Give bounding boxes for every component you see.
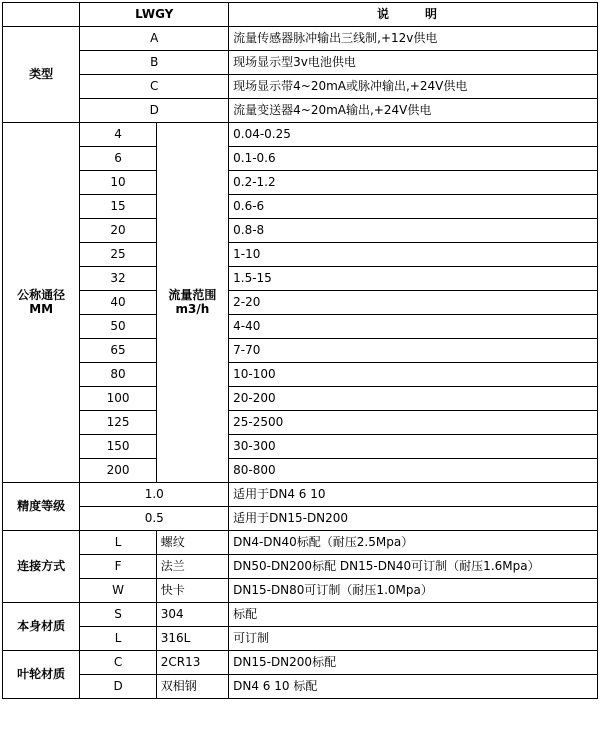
type-code-b: B <box>80 51 229 75</box>
dn-code-40: 40 <box>80 291 156 315</box>
table-row <box>3 339 598 363</box>
connection-desc-l: DN4-DN40标配（耐压2.5Mpa） <box>229 531 598 555</box>
type-code-c: C <box>80 75 229 99</box>
dn-range-100: 20-200 <box>229 387 598 411</box>
table-row <box>3 507 598 531</box>
dn-code-150: 150 <box>80 435 156 459</box>
dn-range-15: 0.6-6 <box>229 195 598 219</box>
connection-code-l: L <box>80 531 156 555</box>
flow-range-label-line1: 流量范围 <box>168 287 217 302</box>
dn-range-32: 1.5-15 <box>229 267 598 291</box>
type-desc-c: 现场显示带4~20mA或脉冲输出,+24V供电 <box>229 75 598 99</box>
table-row <box>3 267 598 291</box>
table-row <box>3 219 598 243</box>
dn-code-4: 4 <box>80 123 156 147</box>
table-row <box>3 99 598 123</box>
table-header-row <box>3 3 598 27</box>
table-row <box>3 603 598 627</box>
dn-code-10: 10 <box>80 171 156 195</box>
table-row <box>3 627 598 651</box>
dn-code-100: 100 <box>80 387 156 411</box>
type-desc-a: 流量传感器脉冲输出三线制,+12v供电 <box>229 27 598 51</box>
table-row <box>3 579 598 603</box>
type-code-a: A <box>80 27 229 51</box>
connection-code-f: F <box>80 555 156 579</box>
dn-range-20: 0.8-8 <box>229 219 598 243</box>
table-row <box>3 291 598 315</box>
header-model-cell: LWGY <box>80 3 229 27</box>
connection-name-f: 法兰 <box>156 555 228 579</box>
impeller-material-name-c: 2CR13 <box>156 651 228 675</box>
table-row <box>3 195 598 219</box>
dn-code-6: 6 <box>80 147 156 171</box>
table-row <box>3 147 598 171</box>
table-row <box>3 483 598 507</box>
table-row <box>3 531 598 555</box>
flow-range-label-line2: m3/h <box>175 301 210 316</box>
category-label-impeller-material: 叶轮材质 <box>3 651 80 699</box>
accuracy-code-1-0: 1.0 <box>80 483 229 507</box>
table-row <box>3 459 598 483</box>
dn-range-150: 30-300 <box>229 435 598 459</box>
table-row <box>3 651 598 675</box>
impeller-material-code-d: D <box>80 675 156 699</box>
dn-range-4: 0.04-0.25 <box>229 123 598 147</box>
dn-code-50: 50 <box>80 315 156 339</box>
body-material-desc-l: 可订制 <box>229 627 598 651</box>
dn-code-32: 32 <box>80 267 156 291</box>
body-material-name-s: 304 <box>156 603 228 627</box>
connection-code-w: W <box>80 579 156 603</box>
table-row <box>3 75 598 99</box>
dn-code-200: 200 <box>80 459 156 483</box>
dn-range-50: 4-40 <box>229 315 598 339</box>
type-desc-d: 流量变送器4~20mA输出,+24V供电 <box>229 99 598 123</box>
header-blank-cell <box>3 3 80 27</box>
body-material-name-l: 316L <box>156 627 228 651</box>
table-row <box>3 27 598 51</box>
dn-range-6: 0.1-0.6 <box>229 147 598 171</box>
dn-range-125: 25-2500 <box>229 411 598 435</box>
category-label-body-material: 本身材质 <box>3 603 80 651</box>
table-row <box>3 675 598 699</box>
dn-code-125: 125 <box>80 411 156 435</box>
category-label-nominal-diameter <box>3 123 80 483</box>
table-row <box>3 123 598 147</box>
type-desc-b: 现场显示型3v电池供电 <box>229 51 598 75</box>
dn-range-40: 2-20 <box>229 291 598 315</box>
dn-range-65: 7-70 <box>229 339 598 363</box>
dn-code-15: 15 <box>80 195 156 219</box>
table-row <box>3 387 598 411</box>
category-label-type: 类型 <box>3 27 80 123</box>
body-material-desc-s: 标配 <box>229 603 598 627</box>
category-label-accuracy: 精度等级 <box>3 483 80 531</box>
impeller-material-desc-d: DN4 6 10 标配 <box>229 675 598 699</box>
connection-desc-w: DN15-DN80可订制（耐压1.0Mpa） <box>229 579 598 603</box>
dn-code-80: 80 <box>80 363 156 387</box>
impeller-material-name-d: 双相钢 <box>156 675 228 699</box>
body-material-code-s: S <box>80 603 156 627</box>
dn-range-200: 80-800 <box>229 459 598 483</box>
accuracy-code-0-5: 0.5 <box>80 507 229 531</box>
connection-desc-f: DN50-DN200标配 DN15-DN40可订制（耐压1.6Mpa） <box>229 555 598 579</box>
table-row <box>3 243 598 267</box>
dn-code-65: 65 <box>80 339 156 363</box>
category-label-connection: 连接方式 <box>3 531 80 603</box>
dn-range-25: 1-10 <box>229 243 598 267</box>
dn-code-20: 20 <box>80 219 156 243</box>
dn-code-25: 25 <box>80 243 156 267</box>
accuracy-desc-1-0: 适用于DN4 6 10 <box>229 483 598 507</box>
type-code-d: D <box>80 99 229 123</box>
impeller-material-desc-c: DN15-DN200标配 <box>229 651 598 675</box>
table-row <box>3 555 598 579</box>
body-material-code-l: L <box>80 627 156 651</box>
table-row <box>3 411 598 435</box>
table-row <box>3 315 598 339</box>
accuracy-desc-0-5: 适用于DN15-DN200 <box>229 507 598 531</box>
table-row <box>3 171 598 195</box>
impeller-material-code-c: C <box>80 651 156 675</box>
dn-range-80: 10-100 <box>229 363 598 387</box>
specification-table <box>2 2 598 699</box>
nominal-diameter-label-line2: MM <box>29 301 54 316</box>
flow-range-label <box>156 123 228 483</box>
table-row <box>3 363 598 387</box>
table-row <box>3 51 598 75</box>
nominal-diameter-label-line1: 公称通径 <box>17 287 66 302</box>
dn-range-10: 0.2-1.2 <box>229 171 598 195</box>
connection-name-w: 快卡 <box>156 579 228 603</box>
header-description-cell: 说 明 <box>229 3 598 27</box>
connection-name-l: 螺纹 <box>156 531 228 555</box>
table-row <box>3 435 598 459</box>
